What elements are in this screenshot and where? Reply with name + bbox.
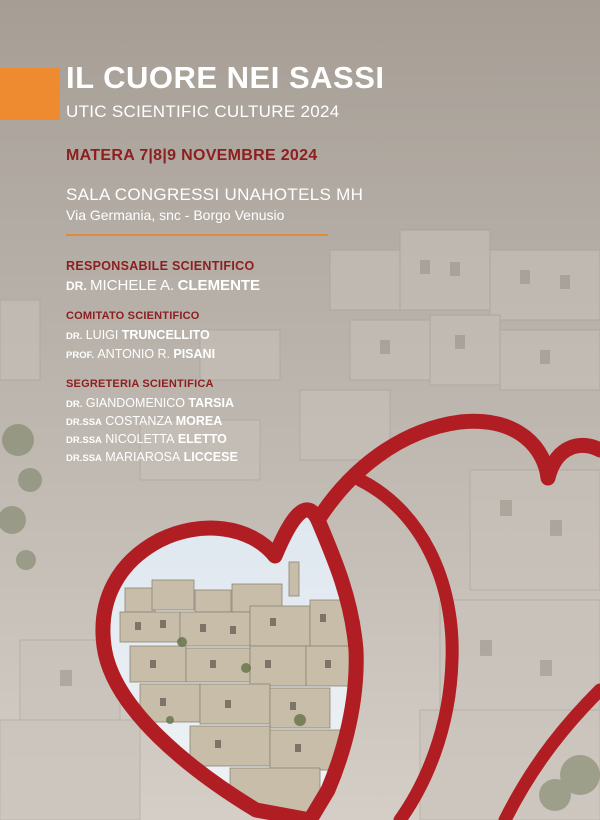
person-name: MARIAROSA	[105, 450, 181, 464]
event-venue: SALA CONGRESSI UNAHOTELS MH	[66, 185, 364, 204]
person-title: DR.SSA	[66, 417, 102, 428]
person-surname: TARSIA	[188, 396, 234, 410]
accent-bar	[0, 68, 60, 120]
segreteria-member	[66, 414, 222, 428]
person-surname: LICCESE	[183, 450, 238, 464]
person-name: COSTANZA	[105, 414, 173, 428]
responsabile-heading: RESPONSABILE SCIENTIFICO	[66, 259, 255, 273]
person-surname: ELETTO	[177, 432, 227, 446]
person-name: LUIGI	[85, 328, 119, 342]
comitato-member	[66, 328, 210, 342]
segreteria-member	[66, 432, 227, 446]
person-name: NICOLETTA	[105, 432, 175, 446]
event-dates: MATERA 7|8|9 NOVEMBRE 2024	[66, 147, 318, 164]
segreteria-heading: SEGRETERIA SCIENTIFICA	[66, 378, 214, 390]
person-surname: CLEMENTE	[177, 277, 261, 294]
person-surname: MOREA	[175, 414, 223, 428]
event-subtitle: UTIC SCIENTIFIC CULTURE 2024	[66, 102, 340, 121]
divider	[66, 234, 328, 236]
person-name: MICHELE A.	[90, 277, 175, 294]
person-name: GIANDOMENICO	[85, 396, 186, 410]
event-address: Via Germania, snc - Borgo Venusio	[66, 207, 285, 223]
person-title: DR.	[66, 331, 83, 342]
person-surname: PISANI	[173, 347, 216, 361]
person-title: DR.SSA	[66, 453, 102, 464]
segreteria-member	[66, 396, 234, 410]
person-title: PROF.	[66, 350, 94, 361]
person-title: DR.SSA	[66, 435, 102, 446]
comitato-heading: COMITATO SCIENTIFICO	[66, 310, 200, 322]
segreteria-member	[66, 450, 238, 464]
event-title: IL CUORE NEI SASSI	[66, 60, 385, 95]
person-name: ANTONIO R.	[97, 347, 171, 361]
person-surname: TRUNCELLITO	[121, 328, 210, 342]
comitato-member	[66, 347, 215, 361]
person-title: DR.	[66, 279, 87, 293]
responsabile-name	[66, 277, 260, 294]
person-title: DR.	[66, 399, 83, 410]
